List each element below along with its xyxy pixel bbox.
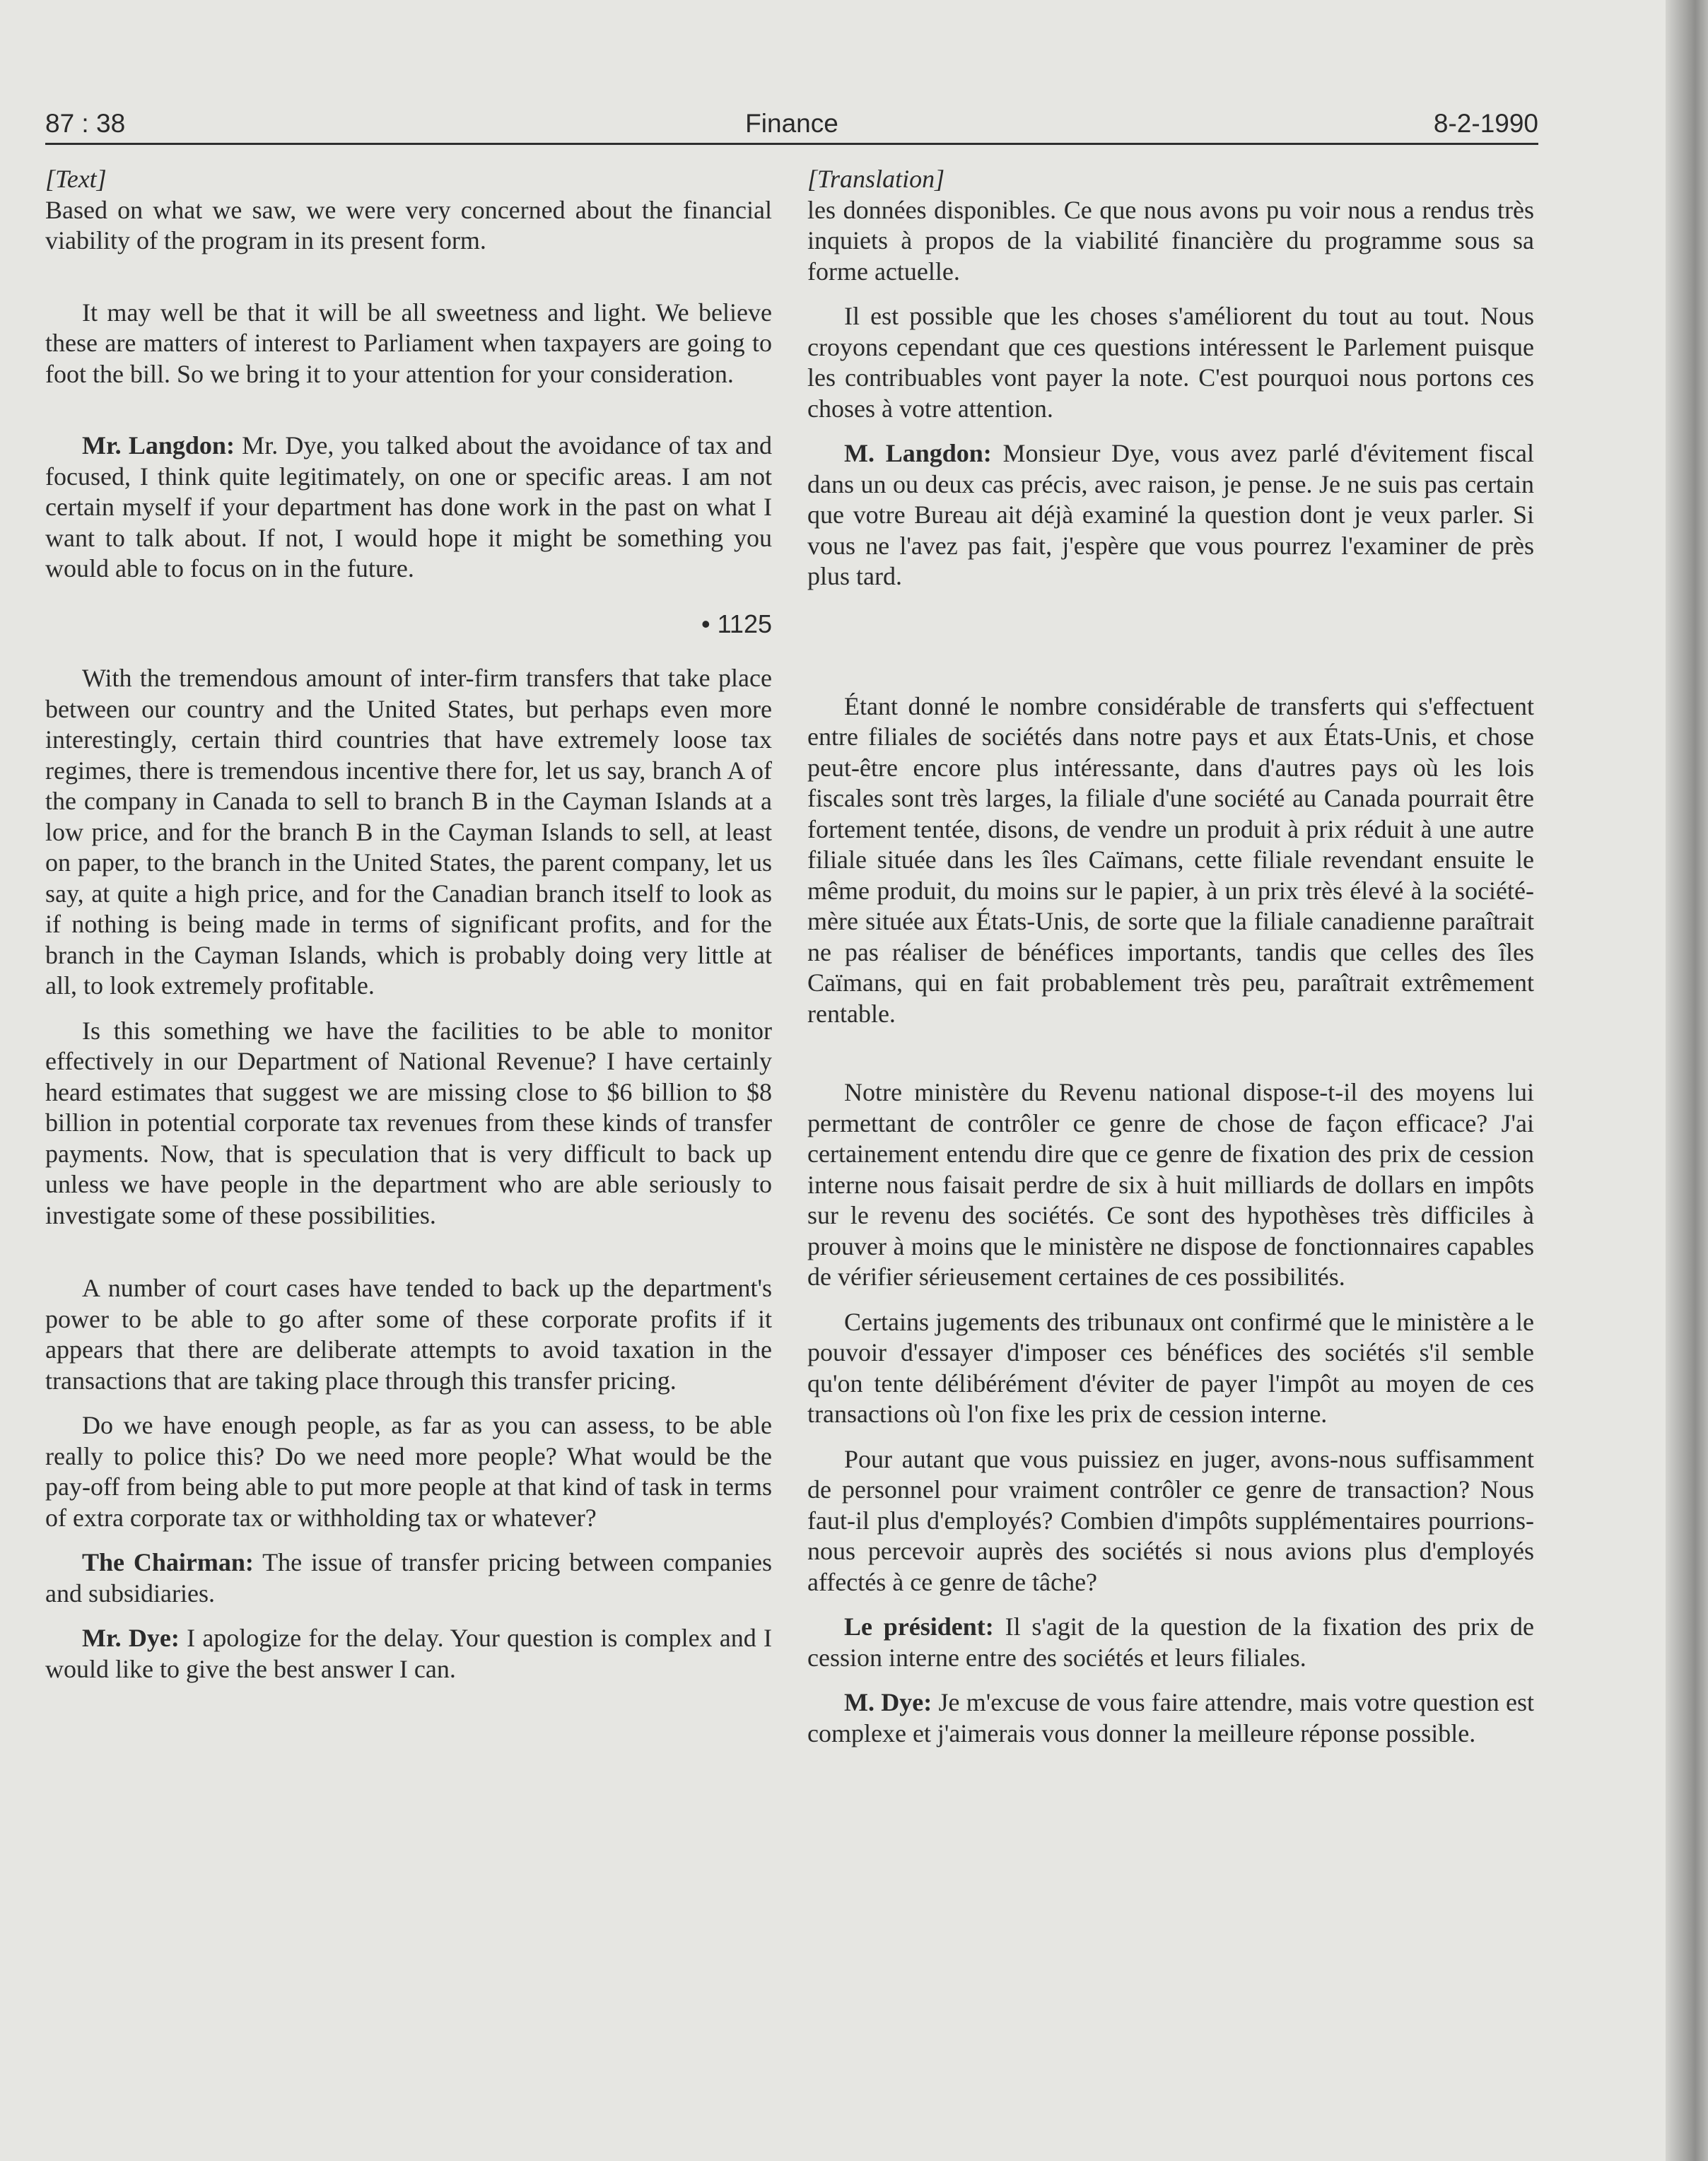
header-rule — [45, 143, 1538, 145]
paragraph: les données disponibles. Ce que nous avons pu voir nous a rendus très inquiets à propos de la viabilité financière du programme sous sa forme actuelle. — [807, 195, 1534, 286]
paragraph — [45, 1623, 772, 1685]
paragraph: Based on what we saw, we were very concerned about the financial viability of the program in its present form. — [45, 195, 772, 254]
english-column — [45, 164, 772, 1685]
paragraph: It may well be that it will be all sweetness and light. We believe these are matters of interest to Parliament when taxpayers are going to foot the bill. So we bring it to your attention for your consideration. — [45, 298, 772, 388]
speaker-name: Mr. Dye: — [82, 1624, 180, 1652]
paragraph: Is this something we have the facilities to be able to monitor effectively in our Department of National Revenue? I have certainly heard estimates that suggest we are missing close to $6 billion to $8 billion in potential corporate tax revenues from these kinds of transfer payments. Now, that is speculation that is very difficult to back up unless we have people in the department who are able seriously to investigate some of these possibilities. — [45, 1016, 772, 1229]
paragraph — [807, 1612, 1534, 1673]
paragraph: Certains jugements des tribunaux ont confirmé que le ministère a le pouvoir d'essayer d'imposer ces bénéfices des sociétés s'il semble qu'on tente délibérément d'éviter de payer l'impôt au moyen de ces transactions où l'on fixe les prix de cession interne. — [807, 1307, 1534, 1428]
speech-text: Il s'agit de la question de la fixation des prix de cession interne entre des sociétés et leurs filiales. — [807, 1612, 1534, 1672]
speaker-name: M. Dye: — [844, 1688, 932, 1716]
speaker-name: M. Langdon: — [844, 439, 992, 467]
page-header — [45, 106, 1538, 141]
timestamp: • 1125 — [701, 609, 772, 638]
paragraph: Do we have enough people, as far as you can assess, to be able really to police this? Do we need more people? What would be the pay-off from being able to put more people at that kind of task in terms of extra corporate tax or withholding tax or whatever? — [45, 1411, 772, 1532]
paragraph: Pour autant que vous puissiez en juger, avons-nous suffisamment de personnel pour vraiment contrôler ce genre de transaction? Nous faut-il plus d'employés? Combien d'impôts supplémentaires pourrions-nous percevoir auprès des sociétés si nous avions plus d'employés affectés à ce genre de tâche? — [807, 1444, 1534, 1596]
speech-text: The issue of transfer pricing between companies and subsidiaries. — [45, 1548, 772, 1607]
paragraph — [807, 1687, 1534, 1749]
french-column — [807, 164, 1534, 1749]
speech-text: Monsieur Dye, vous avez parlé d'évitement fiscal dans un ou deux cas précis, avec raison, je pense. Je ne suis pas certain que votre Bureau ait déjà examiné la question dont je veux parler. Si vous ne l'avez pas fait, j'espère que vous pourrez l'examiner de près plus tard. — [807, 439, 1535, 590]
paragraph: Étant donné le nombre considérable de transferts qui s'effectuent entre filiales de sociétés dans notre pays et aux États-Unis, et chose peut-être encore plus intéressante, dans d'autres pays où les lois fiscales sont très larges, la filiale d'une société au Canada pourrait être fortement tentée, disons, de vendre un produit à prix réduit à une autre filiale située dans les îles Caïmans, cette filiale revendant ensuite le même produit, du moins sur le papier, à un prix très élevé à la société-mère située aux États-Unis, de sorte que la filiale canadienne paraîtrait ne pas réaliser de bénéfices importants, tandis que celles des îles Caïmans, qui en fait probablement très peu, paraîtrait extrêmement rentable. — [807, 691, 1534, 1028]
paragraph — [807, 438, 1534, 592]
page-number: 87 : 38 — [45, 109, 126, 138]
paragraph: Il est possible que les choses s'améliorent du tout au tout. Nous croyons cependant que ces questions intéressent le Parlement puisque les contribuables vont payer la note. C'est pourquoi nous portons ces choses à votre attention. — [807, 302, 1534, 423]
paragraph — [45, 431, 772, 585]
paragraph — [45, 1547, 772, 1609]
speaker-name: Mr. Langdon: — [82, 431, 235, 459]
speech-text: Mr. Dye, you talked about the avoidance of tax and focused, I think quite legitimately, on one or specific areas. I am not certain myself if your department has done work in the past on what I want to talk about. If not, I would hope it might be something you would able to focus on in the future. — [45, 431, 772, 582]
speech-text: Je m'excuse de vous faire attendre, mais votre question est complexe et j'aimerais vous donner la meilleure réponse possible. — [807, 1688, 1534, 1747]
speaker-name: The Chairman: — [82, 1548, 254, 1576]
paragraph: A number of court cases have tended to back up the department's power to be able to go after some of these corporate profits if it appears that there are deliberate attempts to avoid taxation in the transactions that are taking place through this transfer pricing. — [45, 1274, 772, 1395]
speaker-name: Le président: — [844, 1612, 994, 1641]
page-title: Finance — [745, 109, 838, 138]
page-date: 8-2-1990 — [1433, 109, 1538, 138]
binding-gutter — [1666, 0, 1708, 2161]
language-label: [Translation] — [807, 165, 945, 193]
language-label: [Text] — [45, 165, 107, 193]
paragraph: Notre ministère du Revenu national dispose-t-il des moyens lui permettant de contrôler ce genre de chose de façon efficace? J'ai certainement entendu dire que ce genre de fixation des prix de cession interne nous faisait perdre de six à huit milliards de dollars en impôts sur le revenu des sociétés. Ce sont des hypothèses très difficiles à prouver à moins que le ministère ne dispose de fonctionnaires capables de vérifier sérieusement certaines de ces possibilités. — [807, 1078, 1534, 1291]
speech-text: I apologize for the delay. Your question is complex and I would like to give the best answer I can. — [45, 1624, 772, 1683]
paragraph: With the tremendous amount of inter-firm transfers that take place between our country and the United States, but perhaps even more interestingly, certain third countries that have extremely loose tax regimes, there is tremendous incentive there for, let us say, branch A of the company in Canada to sell to branch B in the Cayman Islands at a low price, and for the branch B in the Cayman Islands to sell, at least on paper, to the branch in the United States, the parent company, let us say, at quite a high price, and for the Canadian branch itself to look as if nothing is being made in terms of significant profits, and for the branch in the Cayman Islands, which is probably doing very little at all, to look extremely profitable. — [45, 664, 772, 1000]
